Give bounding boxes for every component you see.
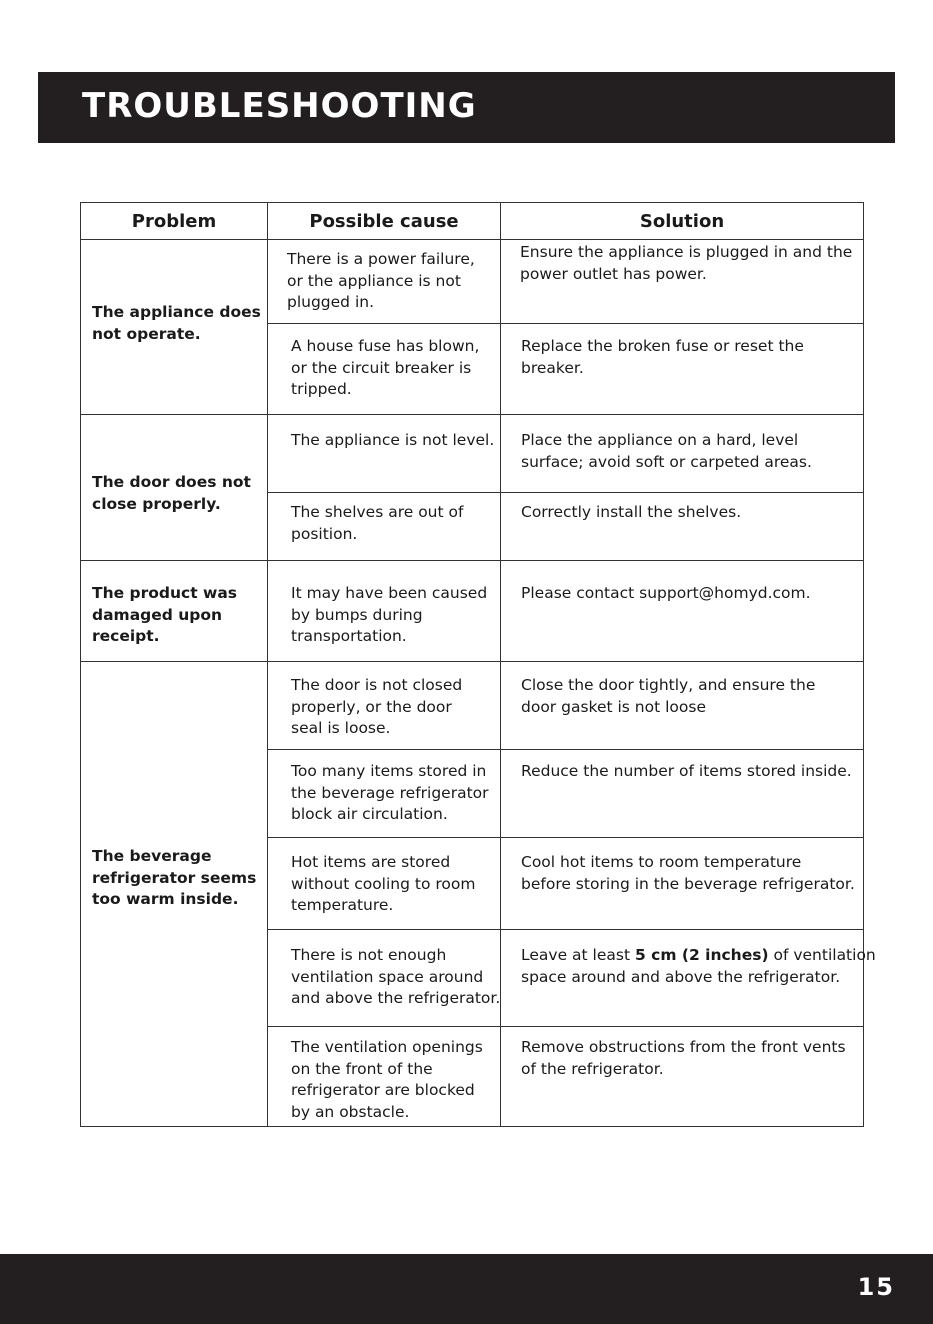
solution-cell (521, 430, 812, 473)
cause-cell (291, 675, 462, 740)
cause-line: ventilation space around (291, 967, 484, 986)
problem-line: The appliance does (92, 303, 261, 321)
cause-cell (291, 430, 494, 452)
cause-cell (291, 761, 489, 826)
cause-cell (291, 945, 500, 1010)
problem-line: too warm inside. (92, 890, 239, 908)
cause-line: without cooling to room (291, 874, 476, 893)
solution-line: Please contact support@homyd.com. (521, 584, 811, 602)
solution-line: space around and above the refrigerator. (521, 967, 841, 986)
cause-line: properly, or the door (291, 697, 452, 716)
group-divider (80, 661, 864, 662)
column-header-solution: Solution (639, 211, 725, 232)
column-header-problem: Problem (131, 211, 217, 232)
problem-line: The beverage (92, 847, 212, 865)
cause-line: Too many items stored in (291, 762, 487, 780)
table-border-bottom (80, 1126, 864, 1127)
problem-line: The door does not (92, 473, 251, 491)
column-divider (267, 202, 268, 1127)
problem-line: close properly. (92, 494, 221, 513)
solution-emphasis: 5 cm (2 inches) (634, 946, 769, 964)
cause-line: The ventilation openings (291, 1038, 483, 1056)
cause-line: There is not enough (291, 946, 447, 964)
problem-line: damaged upon (92, 605, 223, 624)
table-border-right (863, 202, 864, 1127)
solution-line: before storing in the beverage refrigerator. (521, 874, 855, 893)
solution-line: surface; avoid soft or carpeted areas. (521, 452, 812, 471)
cause-cell (287, 249, 475, 314)
row-divider (267, 323, 864, 324)
solution-text: of ventilation (768, 946, 876, 964)
solution-cell (521, 583, 811, 605)
problem-cell (92, 472, 264, 515)
page-number: 15 (857, 1273, 895, 1301)
cause-line: plugged in. (287, 293, 375, 311)
solution-line: of the refrigerator. (521, 1059, 664, 1078)
cause-line: The appliance is not level. (291, 431, 495, 449)
cause-line: A house fuse has blown, (291, 337, 480, 355)
solution-line: door gasket is not loose (521, 697, 706, 716)
cause-cell (291, 583, 487, 648)
solution-line: Reduce the number of items stored inside. (521, 762, 852, 780)
problem-cell (92, 302, 264, 345)
solution-line (521, 945, 876, 967)
solution-cell (521, 945, 876, 988)
solution-cell (521, 1037, 846, 1080)
cause-cell (291, 336, 479, 401)
cause-line: the beverage refrigerator (291, 783, 489, 802)
solution-cell (521, 502, 741, 524)
solution-cell (521, 852, 855, 895)
solution-line: Remove obstructions from the front vents (521, 1038, 846, 1056)
cause-line: There is a power failure, (287, 250, 475, 268)
solution-cell (521, 336, 804, 379)
row-divider (267, 492, 864, 493)
solution-line: Replace the broken fuse or reset the (521, 337, 804, 355)
cause-cell (291, 852, 475, 917)
solution-line: breaker. (521, 358, 584, 377)
group-divider (80, 414, 864, 415)
cause-line: on the front of the (291, 1059, 433, 1078)
cause-line: refrigerator are blocked (291, 1081, 475, 1099)
cause-line: It may have been caused (291, 584, 488, 602)
cause-line: or the circuit breaker is (291, 358, 472, 377)
cause-line: position. (291, 524, 358, 543)
cause-line: or the appliance is not (287, 271, 461, 290)
table-border-left (80, 202, 81, 1127)
page-footer (0, 1254, 933, 1324)
problem-line: The product was (92, 584, 238, 602)
cause-line: by an obstacle. (291, 1102, 410, 1121)
solution-line: Close the door tightly, and ensure the (521, 676, 816, 694)
problem-line: receipt. (92, 627, 160, 645)
solution-cell (521, 675, 815, 718)
cause-line: tripped. (291, 380, 352, 398)
row-divider (267, 837, 864, 838)
cause-line: The shelves are out of (291, 503, 464, 521)
group-divider (80, 560, 864, 561)
header-bar (38, 72, 895, 143)
solution-line: Place the appliance on a hard, level (521, 431, 799, 449)
solution-line: power outlet has power. (520, 264, 707, 283)
solution-cell (520, 242, 852, 285)
row-divider (267, 929, 864, 930)
solution-text: Leave at least (521, 946, 635, 964)
cause-line: block air circulation. (291, 805, 448, 823)
cause-cell (291, 502, 463, 545)
cause-line: The door is not closed (291, 676, 463, 694)
cause-line: transportation. (291, 627, 407, 645)
cause-line: and above the refrigerator. (291, 989, 501, 1007)
cause-line: by bumps during (291, 605, 423, 624)
problem-line: not operate. (92, 324, 201, 343)
problem-cell (92, 846, 264, 911)
cause-line: seal is loose. (291, 719, 391, 737)
problem-line: refrigerator seems (92, 868, 257, 887)
page-title: TROUBLESHOOTING (82, 86, 477, 126)
solution-line: Correctly install the shelves. (521, 503, 742, 521)
solution-cell (521, 761, 852, 783)
row-divider (267, 749, 864, 750)
cause-line: temperature. (291, 896, 394, 914)
column-header-cause: Possible cause (309, 211, 459, 232)
cause-cell (291, 1037, 483, 1123)
cause-line: Hot items are stored (291, 853, 451, 871)
problem-cell (92, 583, 264, 648)
row-divider (267, 1026, 864, 1027)
solution-line: Ensure the appliance is plugged in and the (520, 243, 853, 261)
solution-line: Cool hot items to room temperature (521, 853, 802, 871)
